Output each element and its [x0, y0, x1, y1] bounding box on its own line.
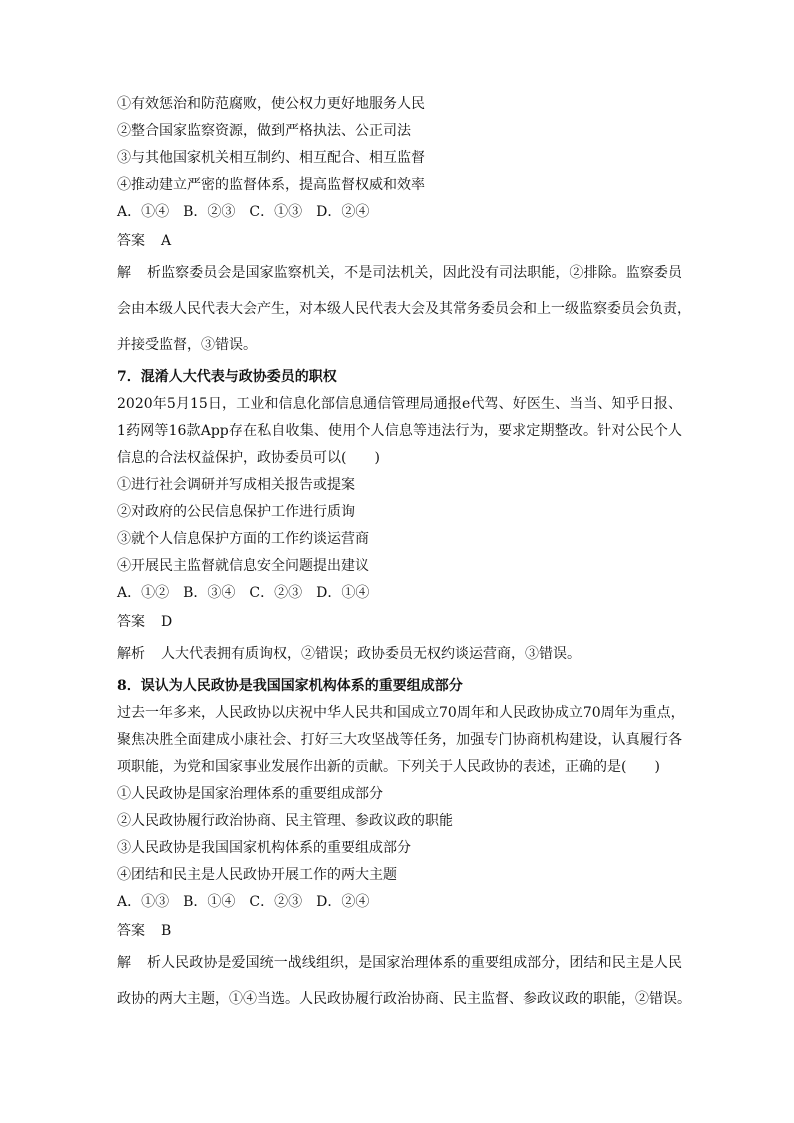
q6-option-2: ②整合国家监察资源，做到严格执法、公正司法	[117, 123, 411, 139]
answer-label: 答案	[117, 923, 145, 939]
q8-stem-line-2: 聚焦决胜全面建成小康社会、打好三大攻坚战等任务，加强专门协商机构建设，认真履行各	[117, 732, 682, 748]
q8-stem-line-3: 项职能，为党和国家事业发展作出新的贡献。下列关于人民政协的表述，正确的是( )	[117, 759, 660, 775]
q7-choices: A．①② B．③④ C．②③ D．①④	[117, 585, 370, 601]
answer-value: A	[161, 233, 172, 249]
answer-label: 答案	[117, 614, 145, 630]
q6-answer	[117, 232, 682, 250]
analysis-label: 解析	[117, 265, 161, 281]
q8-stem-line-1: 过去一年多来，人民政协以庆祝中华人民共和国成立70周年和人民政协成立70周年为重点，	[117, 705, 685, 721]
q7-answer	[117, 613, 682, 631]
answer-value: B	[161, 923, 172, 939]
q8-option-4: ④团结和民主是人民政协开展工作的两大主题	[117, 867, 397, 883]
q8-option-1: ①人民政协是国家治理体系的重要组成部分	[117, 786, 383, 802]
q6-choices: A．①④ B．②③ C．①③ D．②④	[117, 204, 370, 220]
q8-answer	[117, 922, 682, 940]
q7-stem-line-2: 1药网等16款App存在私自收集、使用个人信息等违法行为，要求定期整改。针对公民个人	[117, 423, 682, 439]
q8-analysis-line-1	[117, 954, 682, 972]
q8-analysis-line-2: 政协的两大主题，①④当选。人民政协履行政治协商、民主监督、参政议政的职能，②错误。	[117, 991, 691, 1007]
analysis-text: 人民政协是爱国统一战线组织，是国家治理体系的重要组成部分，团结和民主是人民	[161, 955, 682, 971]
q7-option-3: ③就个人信息保护方面的工作约谈运营商	[117, 531, 369, 547]
q6-option-3: ③与其他国家机关相互制约、相互配合、相互监督	[117, 150, 425, 166]
q7-stem-line-3: 信息的合法权益保护，政协委员可以( )	[117, 450, 380, 466]
q7-option-2: ②对政府的公民信息保护工作进行质询	[117, 504, 355, 520]
q8-option-3: ③人民政协是我国国家机构体系的重要组成部分	[117, 840, 411, 856]
q6-analysis-line-3: 并接受监督，③错误。	[117, 337, 257, 353]
q7-stem-line-1: 2020年5月15日，工业和信息化部信息通信管理局通报e代驾、好医生、当当、知乎日报、	[117, 396, 682, 412]
answer-value: D	[161, 614, 173, 630]
q6-option-4: ④推动建立严密的监督体系，提高监督权威和效率	[117, 177, 425, 193]
q8-heading: 8．误认为人民政协是我国国家机构体系的重要组成部分	[117, 678, 463, 694]
q7-option-4: ④开展民主监督就信息安全问题提出建议	[117, 558, 369, 574]
q7-analysis-line-1	[117, 645, 682, 663]
q8-choices: A．①③ B．①④ C．②③ D．②④	[117, 894, 370, 910]
q7-heading: 7．混淆人大代表与政协委员的职权	[117, 369, 337, 385]
q8-option-2: ②人民政协履行政治协商、民主管理、参政议政的职能	[117, 813, 453, 829]
q6-analysis-line-2: 会由本级人民代表大会产生，对本级人民代表大会及其常务委员会和上一级监察委员会负责，	[117, 301, 691, 317]
q7-option-1: ①进行社会调研并写成相关报告或提案	[117, 477, 355, 493]
answer-label: 答案	[117, 233, 145, 249]
analysis-label: 解析	[117, 646, 145, 662]
q6-option-1: ①有效惩治和防范腐败，使公权力更好地服务人民	[117, 96, 425, 112]
q6-analysis-line-1	[117, 264, 682, 282]
analysis-text: 人大代表拥有质询权，②错误；政协委员无权约谈运营商，③错误。	[161, 646, 581, 662]
analysis-label: 解析	[117, 955, 161, 971]
analysis-text: 监察委员会是国家监察机关，不是司法机关，因此没有司法职能，②排除。监察委员	[161, 265, 682, 281]
